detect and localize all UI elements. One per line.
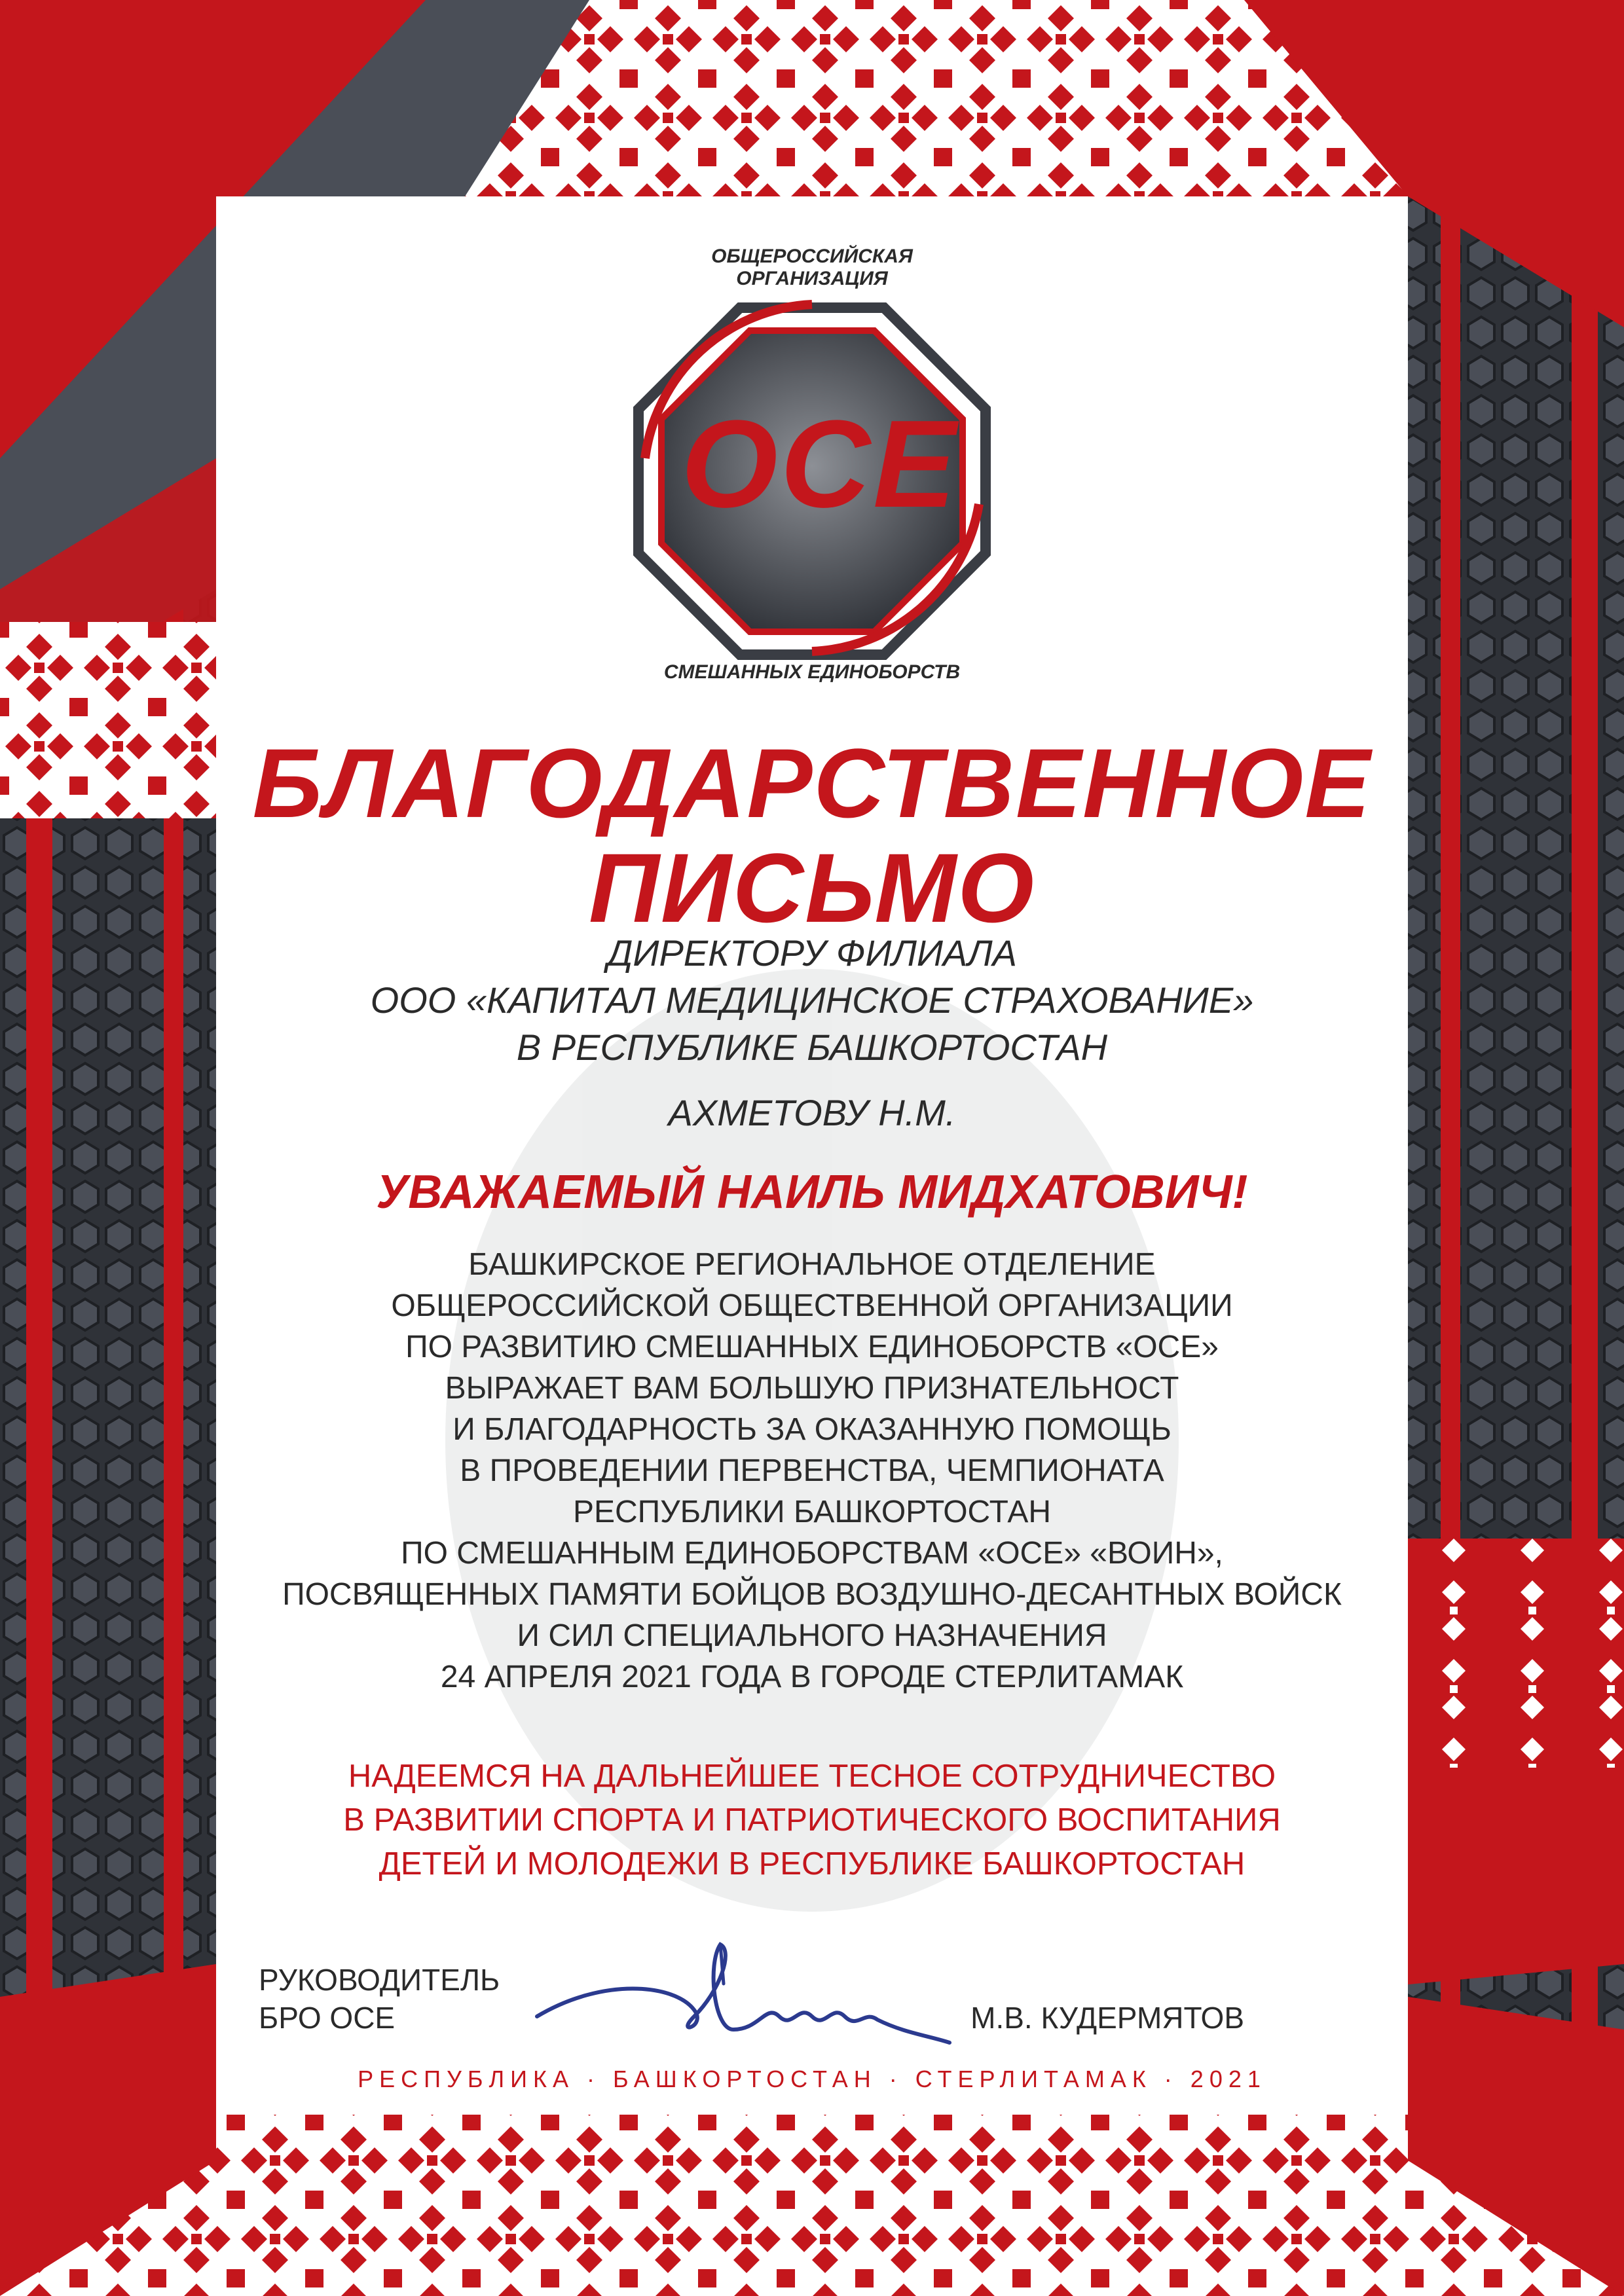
recipient-line-3: В РЕСПУБЛИКЕ БАШКОРТОСТАН: [516, 1027, 1108, 1068]
body-line: 24 АПРЕЛЯ 2021 ГОДА В ГОРОДЕ СТЕРЛИТАМАК: [440, 1660, 1184, 1694]
title-line-1: БЛАГОДАРСТВЕННОЕ: [252, 728, 1372, 838]
footer-location-line: РЕСПУБЛИКА · БАШКОРТОСТАН · СТЕРЛИТАМАК · 2021: [358, 2066, 1266, 2092]
recipient-block: [0, 930, 1624, 1137]
body-line: ВЫРАЖАЕТ ВАМ БОЛЬШУЮ ПРИЗНАТЕЛЬНОСТ: [445, 1371, 1179, 1406]
body-line: ПО РАЗВИТИЮ СМЕШАННЫХ ЕДИНОБОРСТВ «ОСЕ»: [405, 1330, 1219, 1364]
body-line: БАШКИРСКОЕ РЕГИОНАЛЬНОЕ ОТДЕЛЕНИЕ: [468, 1247, 1156, 1282]
closing-line: НАДЕЕМСЯ НА ДАЛЬНЕЙШЕЕ ТЕСНОЕ СОТРУДНИЧЕСТВО: [348, 1758, 1276, 1794]
body-line: И СИЛ СПЕЦИАЛЬНОГО НАЗНАЧЕНИЯ: [517, 1618, 1107, 1653]
closing-line: ДЕТЕЙ И МОЛОДЕЖИ В РЕСПУБЛИКЕ БАШКОРТОСТАН: [378, 1846, 1246, 1882]
body-line: В ПРОВЕДЕНИИ ПЕРВЕНСТВА, ЧЕМПИОНАТА: [460, 1453, 1164, 1488]
body-text: [0, 1244, 1624, 1698]
greeting: УВАЖАЕМЫЙ НАИЛЬ МИДХАТОВИЧ!: [376, 1166, 1248, 1218]
signatory-name: М.В. КУДЕРМЯТОВ: [970, 2001, 1244, 2035]
logo-ring-bottom: СМЕШАННЫХ ЕДИНОБОРСТВ: [663, 661, 961, 683]
logo-ring-top: ОБЩЕРОССИЙСКАЯ ОРГАНИЗАЦИЯ: [711, 246, 913, 289]
body-line: РЕСПУБЛИКИ БАШКОРТОСТАН: [572, 1495, 1052, 1529]
title-line-2: ПИСЬМО: [589, 833, 1035, 943]
signatory-role: [259, 1961, 500, 2037]
recipient-line-2: ООО «КАПИТАЛ МЕДИЦИНСКОЕ СТРАХОВАНИЕ»: [370, 979, 1254, 1021]
recipient-line-1: ДИРЕКТОРУ ФИЛИАЛА: [606, 932, 1018, 974]
body-line: ПО СМЕШАННЫМ ЕДИНОБОРСТВАМ «ОСЕ» «ВОИН»,: [401, 1536, 1223, 1571]
signatory-role-line-2: БРО ОСЕ: [259, 2001, 396, 2035]
body-line: ОБЩЕРОССИЙСКОЙ ОБЩЕСТВЕННОЙ ОРГАНИЗАЦИИ: [391, 1288, 1233, 1323]
handwritten-signature: [524, 1938, 956, 2056]
signatory-role-line-1: РУКОВОДИТЕЛЬ: [259, 1963, 500, 1997]
body-line: И БЛАГОДАРНОСТЬ ЗА ОКАЗАННУЮ ПОМОЩЬ: [452, 1412, 1172, 1447]
recipient-name: АХМЕТОВУ Н.М.: [668, 1092, 956, 1133]
logo-emblem: ОСЕ: [681, 395, 959, 534]
closing-line: В РАЗВИТИИ СПОРТА И ПАТРИОТИЧЕСКОГО ВОСПИТАНИЯ: [343, 1802, 1281, 1838]
body-line: ПОСВЯЩЕННЫХ ПАМЯТИ БОЙЦОВ ВОЗДУШНО-ДЕСАНТНЫХ ВОЙСК: [282, 1577, 1342, 1612]
closing-text: [0, 1755, 1624, 1886]
